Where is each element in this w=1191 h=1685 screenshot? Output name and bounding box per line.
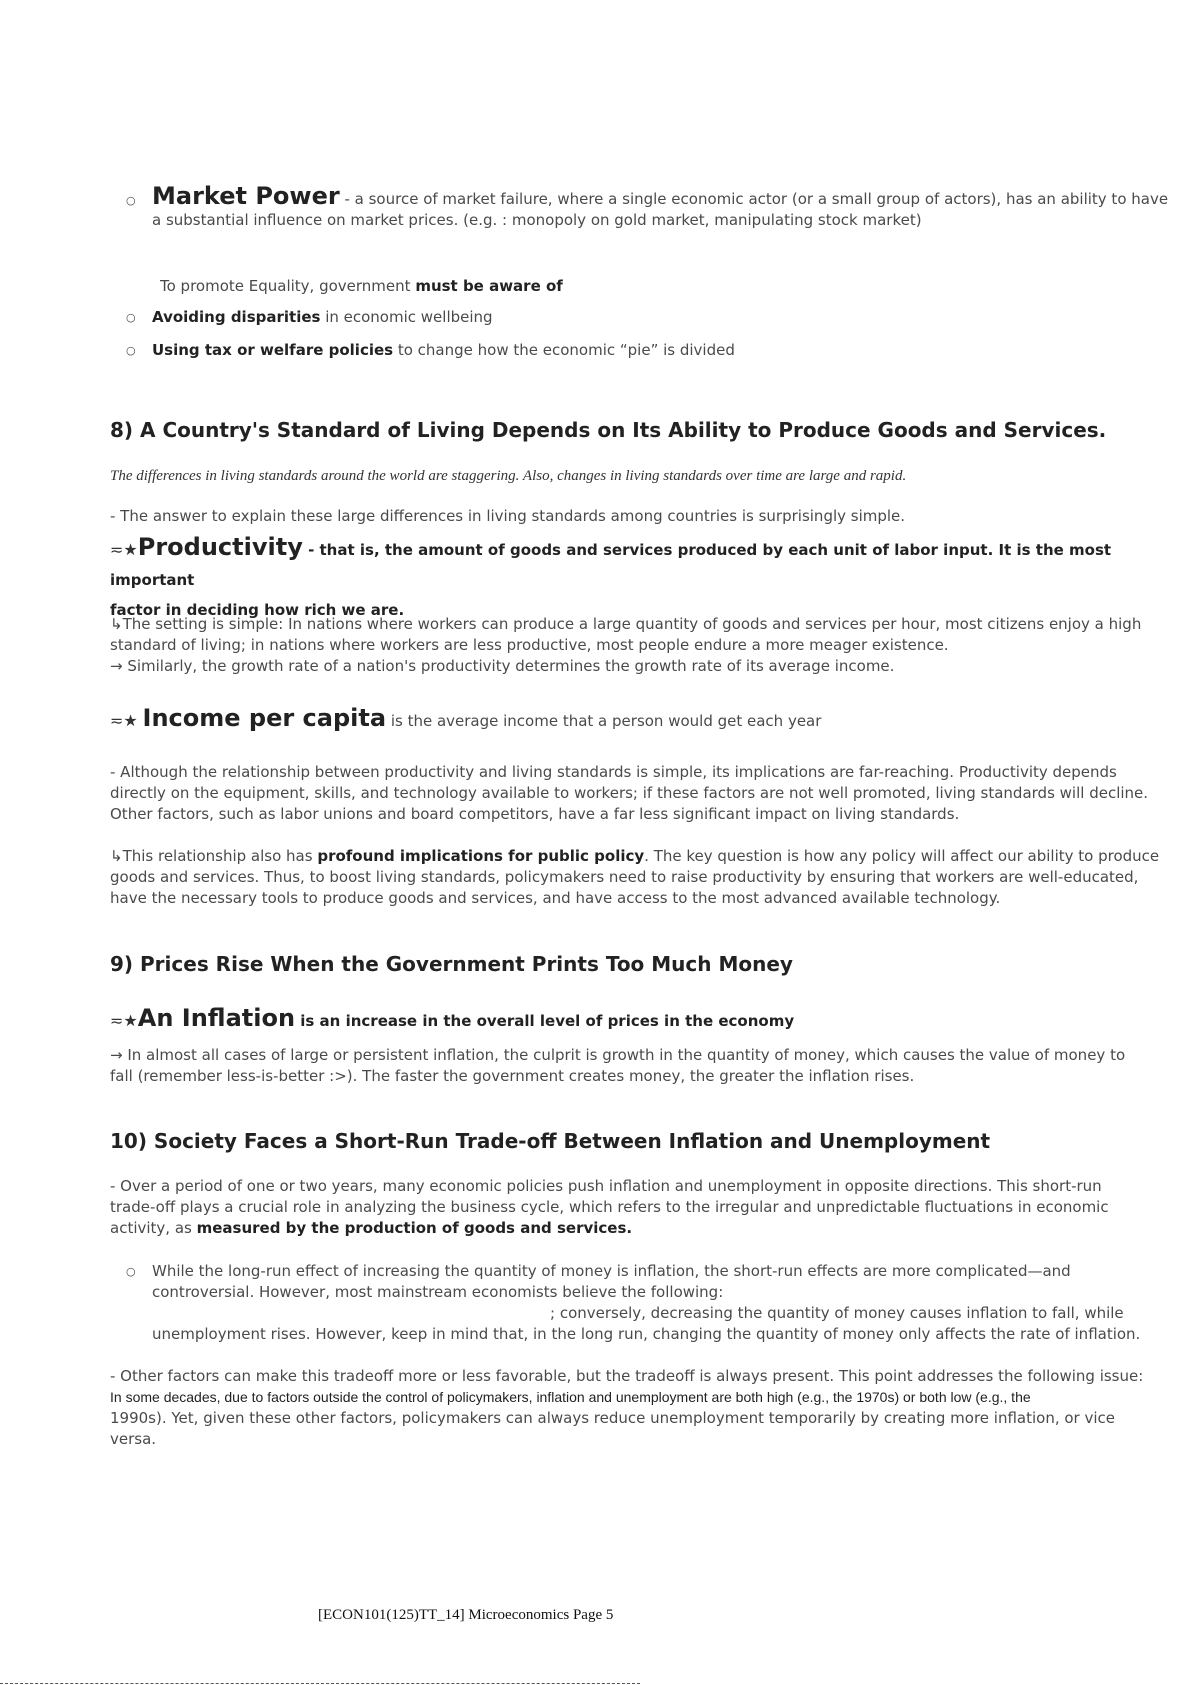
income-per-capita-block — [110, 703, 1170, 736]
money-bullet: While the long-run effect of increasing the quantity of money is inflation, the short-run effects are more complicated—and controversial. However, most mainstream economists believe the following: ; conversely, decreasing the quantity of money causes inflation to fall, while unemployment rises. However, keep in mind that, in the long run, changing the quantity of money only affects the rate of inflation. — [152, 1262, 1141, 1343]
although-paragraph: - Although the relationship between productivity and living standards is simple, its implications are far-reaching. Productivity depends directly on the equipment, skills, and technology available to workers; if these factors are not well promoted, living standards will decline. Other factors, such as labor unions and board competitors, have a far less significant impact on living standards. — [110, 763, 1149, 823]
bullet-circle-icon: ○ — [126, 194, 136, 207]
inflation-title: An Inflation — [137, 1004, 296, 1032]
section-8-answer: - The answer to explain these large differences in living standards among countries is surprisingly simple. — [110, 507, 906, 525]
section-10-heading: 10) Society Faces a Short-Run Trade-off Between Inflation and Unemployment — [110, 1129, 991, 1153]
inflation-block — [110, 1003, 1170, 1036]
inflation-paragraph: → In almost all cases of large or persistent inflation, the culprit is growth in the quantity of money, which causes the value of money to fall (remember less-is-better :>). The faster the government creates money, the greater the inflation rises. — [110, 1046, 1126, 1085]
productivity-text: - that is, the amount of goods and services produced by each unit of labor input. It is the most important — [110, 541, 1112, 589]
tradeoff-paragraph: - Over a period of one or two years, many economic policies push inflation and unemployment in opposite directions. This short-run trade-off plays a crucial role in analyzing the business cycle, which refers to the irregular and unpredictable fluctuations in economic activity, as measured by the production of goods and services. — [110, 1177, 1109, 1237]
income-title: Income per capita — [142, 704, 387, 732]
equality-intro: To promote Equality, government must be aware of — [160, 277, 563, 295]
market-power-text: - a source of market failure, where a single economic actor (or a small group of actors), has an ability to have — [339, 190, 1169, 208]
bullet-circle-icon: ○ — [126, 1265, 136, 1278]
setting-paragraph: ↳The setting is simple: In nations where workers can produce a large quantity of goods and services per hour, most citizens enjoy a high standard of living; in nations where workers are less productive, most people endure a more meager existence. → Similarly, the growth rate of a nation's productivity determines the growth rate of its average income. — [110, 615, 1142, 675]
market-power-block — [152, 182, 1182, 231]
income-text: is the average income that a person would get each year — [386, 712, 822, 730]
market-power-text-2: a substantial influence on market prices. (e.g. : monopoly on gold market, manipulating stock market) — [152, 211, 922, 229]
bottom-divider — [0, 1683, 640, 1684]
productivity-title: Productivity — [137, 533, 303, 561]
bullet-circle-icon: ○ — [126, 311, 136, 324]
market-power-title: Market Power — [152, 182, 340, 210]
productivity-text-2: factor in deciding how rich we are. — [110, 601, 405, 619]
equality-bullet-1: Avoiding disparities in economic wellbeing — [152, 308, 493, 326]
other-factors-paragraph: - Other factors can make this tradeoff more or less favorable, but the tradeoff is always present. This point addresses the following issue: In some decades, due to factors outside the control of policymakers, inflation and unemployment are both high (e.g., the 1970s) or both low (e.g., the 1990s). Yet, given these other factors, policymakers can always reduce unemployment temporarily by creating more inflation, or vice versa. — [110, 1367, 1144, 1448]
inflation-text: is an increase in the overall level of prices in the economy — [295, 1012, 795, 1030]
equality-bullet-2: Using tax or welfare policies to change how the economic “pie” is divided — [152, 341, 735, 359]
policy-paragraph: ↳This relationship also has profound implications for public policy. The key question is how any policy will affect our ability to produce goods and services. Thus, to boost living standards, policymakers need to raise productivity by ensuring that workers are well-educated, have the necessary tools to produce goods and services, and have access to the most advanced available technology. — [110, 847, 1160, 907]
star-icon: ≂★ — [110, 1011, 138, 1030]
section-8-italic: The differences in living standards around the world are staggering. Also, changes in living standards over time are large and rapid. — [110, 468, 907, 484]
productivity-block — [110, 532, 1170, 621]
page-footer: [ECON101(125)TT_14] Microeconomics Page 5 — [318, 1607, 614, 1623]
section-9-heading: 9) Prices Rise When the Government Prints Too Much Money — [110, 952, 793, 976]
star-icon: ≂★ — [110, 540, 138, 559]
bullet-circle-icon: ○ — [126, 344, 136, 357]
star-icon: ≂★ — [110, 711, 138, 730]
section-8-heading: 8) A Country's Standard of Living Depends on Its Ability to Produce Goods and Services. — [110, 418, 1107, 442]
